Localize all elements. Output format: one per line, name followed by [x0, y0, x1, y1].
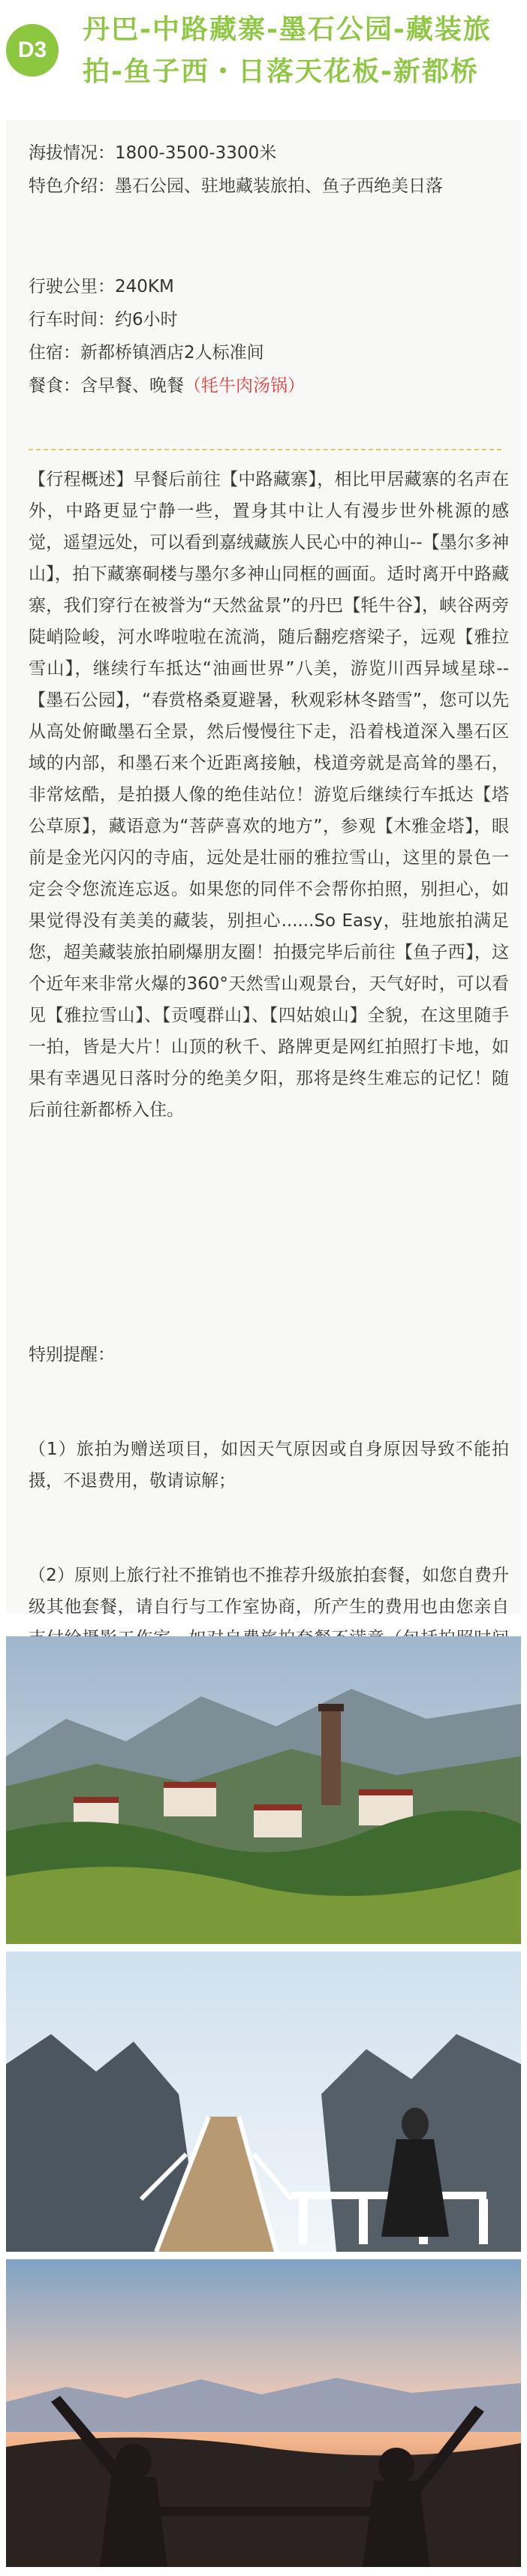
reminder-item: （2）原则上旅行社不推销也不推荐升级旅拍套餐，如您自费升级其他套餐，请自行与工作室协商，所产生的费用也由您亲自 — [29, 1566, 509, 1617]
meals-highlight: （牦牛肉汤锅） — [184, 376, 305, 396]
day-title: 丹巴-中路藏寨-墨石公园-藏装旅拍-鱼子西・日落天花板-新都桥 — [83, 14, 492, 87]
moshi-park-photo — [6, 1952, 521, 2252]
day-header — [0, 0, 527, 109]
reminder-heading: 特别提醒： — [29, 1345, 115, 1365]
altitude-info: 海拔情况：1800-3500-3300米 — [29, 143, 277, 163]
distance-info: 行驶公里：240KM — [29, 277, 174, 296]
meals-info — [29, 369, 509, 402]
sunset-photo — [6, 2259, 521, 2567]
reminder-item: （1）旅拍为赠送项目，如因天气原因或自身原因导致不能拍摄，不退费用，敬请谅解； — [29, 1440, 509, 1491]
village-photo — [6, 1636, 521, 1944]
itinerary-card — [6, 120, 521, 1617]
drive-time-info: 行车时间：约6小时 — [29, 310, 178, 330]
meals-text: 餐食：含早餐、晚餐 — [29, 376, 184, 396]
overview-paragraph: 【行程概述】早餐后前往【中路藏寨】，相比甲居藏寨的名声在外，中路更显宁静一些，置身其中让人有漫步世外桃源的感觉，遥望远处，可以看到嘉绒藏族人民心中的神山--【墨尔多神山】，拍下藏寨硐楼与墨尔多神山同框的画面。适时离开中路藏寨，我们穿行在被誉为“天然盆景”的丹巴【牦牛谷】，峡谷两旁陡峭险峻，河水哗啦啦在流淌，随后翻疙瘩梁子，远观【雅拉雪山】，继续行车抵达“油画世界”八美，游览川西异域星球--【墨石公园】，“春赏格桑夏避暑，秋观彩林冬踏雪”，您可以先从高处俯瞰墨石全景，然后慢慢往下走，沿着栈道深入墨石区域的内部，和墨石来个近距离接触，栈道旁就是高耸的墨石，非常炫酷，是拍摄人像的绝佳站位！游览后继续行车抵达【塔公草原】，藏语意为“菩萨喜欢的地方”，参观【木雅金塔】，眼前是金光闪闪的寺庙，远处是壮丽的雅拉雪山，这里的景色一定会令您流连忘返。如果您的同伴不会帮你拍照，别担心，如果觉得没有美美的藏装，别担心......So Easy，驻地旅拍满足您，超美藏装旅拍刷爆朋友圈！拍摄完毕后前往【鱼子西】，这个近年来非常火爆的360°天然雪山观景台，天气好时，可以看见【雅拉雪山】、【贡嘎群山】、【四姑娘山】全貌，在这里随手一拍，皆是大片！山顶的秋千、路牌更是网红拍照打卡地，如果有幸遇见日落时分的绝美夕阳，那将是终生难忘的记忆！随后前往新都桥入住。 — [29, 470, 509, 1120]
day-badge: D3 — [6, 24, 59, 77]
dashed-divider — [29, 449, 501, 450]
lodging-info: 住宿：新都桥镇酒店2人标准间 — [29, 343, 264, 363]
features-info: 特色介绍：墨石公园、驻地藏装旅拍、鱼子西绝美日落 — [29, 176, 443, 196]
